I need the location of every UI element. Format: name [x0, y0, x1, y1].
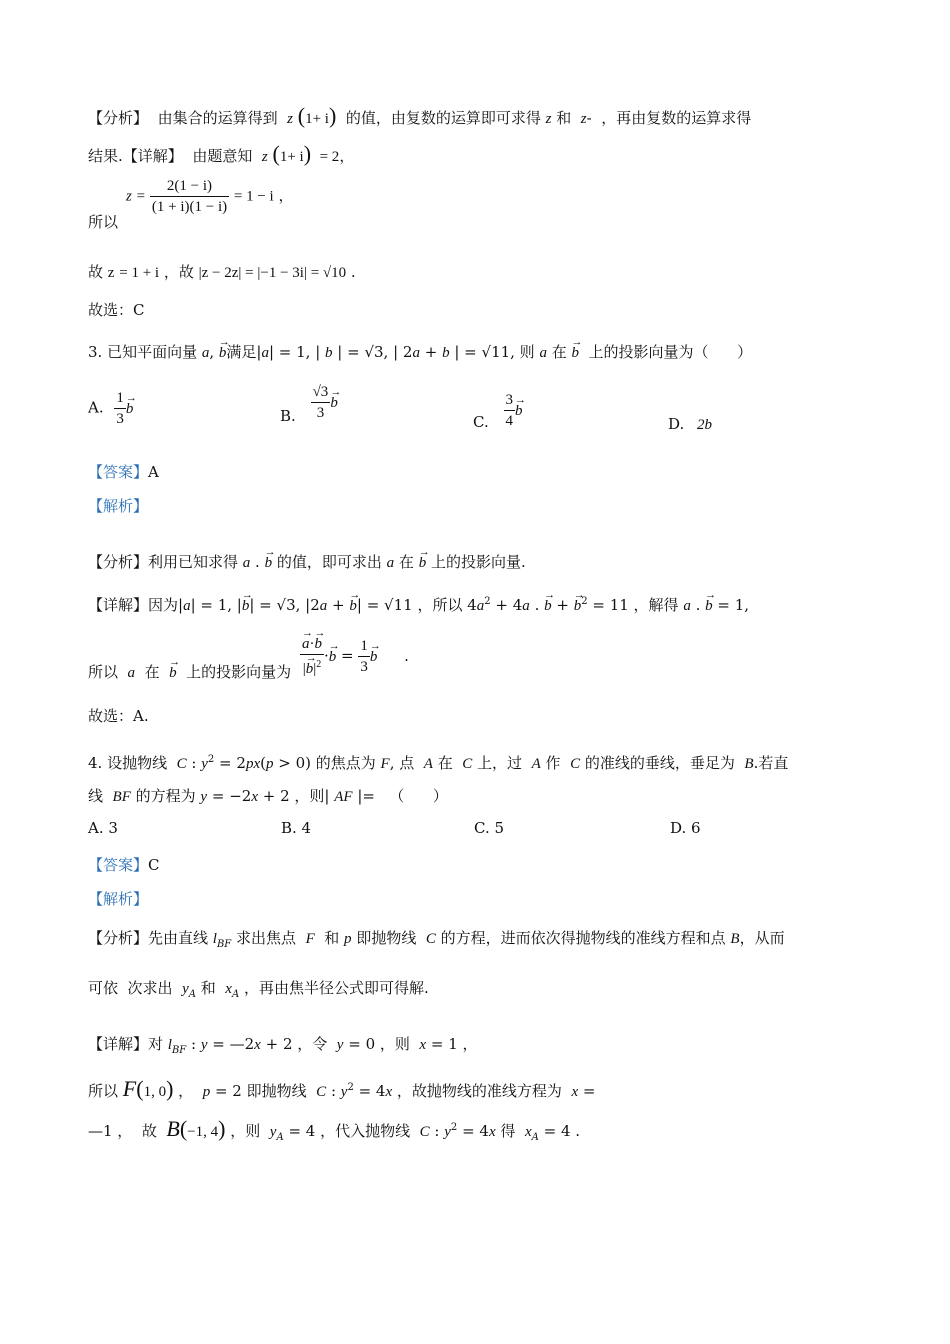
so-label: 所以 — [88, 213, 119, 231]
option-label: A. — [88, 398, 104, 417]
q3-stem: 3. 已知平面向量 a, → b满足|a| = 1, | b | = √3, | 2a + b | = √11, 则 a 在 → b 上的投影向量为（ ） — [88, 342, 752, 363]
q4-option-c[interactable]: C. 5 — [474, 819, 505, 837]
answer-tag: 【答案】 — [88, 463, 149, 481]
q2-detail-text: 由题意知 z (1+ i) = 2， — [187, 141, 355, 166]
q4-option-d[interactable]: D. 6 — [670, 819, 701, 837]
q4-stem-line2: 线 BF 的方程为 y = −2x + 2 ，则| AF |= （ ） — [88, 787, 448, 805]
q2-result-text: 结果. — [88, 147, 123, 165]
q4-option-a[interactable]: A. 3 — [88, 819, 118, 837]
q4-option-b[interactable]: B. 4 — [281, 819, 312, 837]
detail-tag: 【详解】 — [122, 147, 183, 165]
analysis-tag: 【分析】 — [88, 109, 149, 127]
q3-answer — [88, 462, 159, 482]
q3-analysis: 【分析】利用已知求得 a . → b 的值，即可求出 a 在 → b 上的投影向量. — [88, 552, 526, 573]
q3-option-d[interactable]: D. 2b — [668, 415, 713, 433]
option-label: D. — [668, 415, 685, 433]
answer-tag: 【答案】 — [88, 856, 149, 874]
q2-analysis-line — [88, 103, 752, 129]
q3-detail: 【详解】因为|a| = 1, |→ b| = √3, |2a + → b| = √11 ，所以 $4a^2 + 4a$ . → b + → $b^2 = 11$ ，解得 a . → b = 1, — [88, 592, 749, 616]
option-label: B. — [280, 406, 296, 425]
q2-conclusion-line: 故 z = 1 + i ，故 |z − 2z| = |−1 − 3i| = √10 . — [88, 263, 356, 281]
q4-stem-line1: 4. 设抛物线 C : $y^2 = 2px(p > 0)$ 的焦点为 F, 点 A 在 C 上，过 A 作 C 的准线的垂线，垂足为 B.若直 — [88, 754, 789, 772]
q3-choice: 故选：A. — [88, 707, 149, 725]
q4-analysis-line2: 可依 次求出 $y_A$ 和 $x_A$ ，再由焦半径公式即可得解. — [88, 979, 429, 1000]
q2-fraction-equation: z = $\frac{2(1 - i)}{(1 + i)(1 - i)}$ = 1 − i ， — [126, 178, 294, 215]
option-label: C. — [473, 412, 489, 431]
q3-jiexi: 【解析】 — [88, 497, 149, 515]
q3-option-b[interactable]: B. $\frac{√3}{3}$ → b — [280, 382, 338, 423]
projection-formula: → $\frac{a\cdot\to b}{|\to b|^2}$ ·→ b = $\frac{1}{3}$ → b . — [300, 634, 409, 679]
q4-detail-line1: 【详解】对 $l_{BF}$ : y = —2x + 2 ，令 y = 0 ，则 x = 1 ， — [88, 1035, 478, 1056]
q4-detail-line2: 所以 F(1, 0) ， p = 2 即抛物线 C : $y^2 = 4x$ ，故抛物线的准线方程为 x = — [88, 1076, 596, 1101]
q4-jiexi: 【解析】 — [88, 890, 149, 908]
q2-choice: 故选：C — [88, 301, 145, 319]
q3-option-c[interactable]: C. $\frac{3}{4}$ → b — [473, 390, 523, 431]
answer-value: C — [148, 856, 160, 874]
q4-answer — [88, 855, 160, 875]
q3-option-a[interactable]: A. $\frac{1}{3}$ → b — [88, 388, 133, 429]
q4-detail-line3: —1 ， 故 B(−1, 4) ，则 $y_A = 4$ ，代入抛物线 C : $y^2 = 4x$ 得 $x_A = 4$ . — [88, 1116, 581, 1143]
answer-value: A — [148, 463, 159, 481]
q2-detail-line — [88, 141, 355, 167]
q4-analysis-line1: 【分析】先由直线 $l_{BF}$ 求出焦点 F 和 p 即抛物线 C 的方程，进而依次得抛物线的准线方程和点 B，从而 — [88, 929, 785, 950]
q2-analysis-text: 由集合的运算得到 z (1+ i) 的值，由复数的运算即可求得 z 和 z- ，再由复数的运算求得 — [152, 103, 752, 128]
